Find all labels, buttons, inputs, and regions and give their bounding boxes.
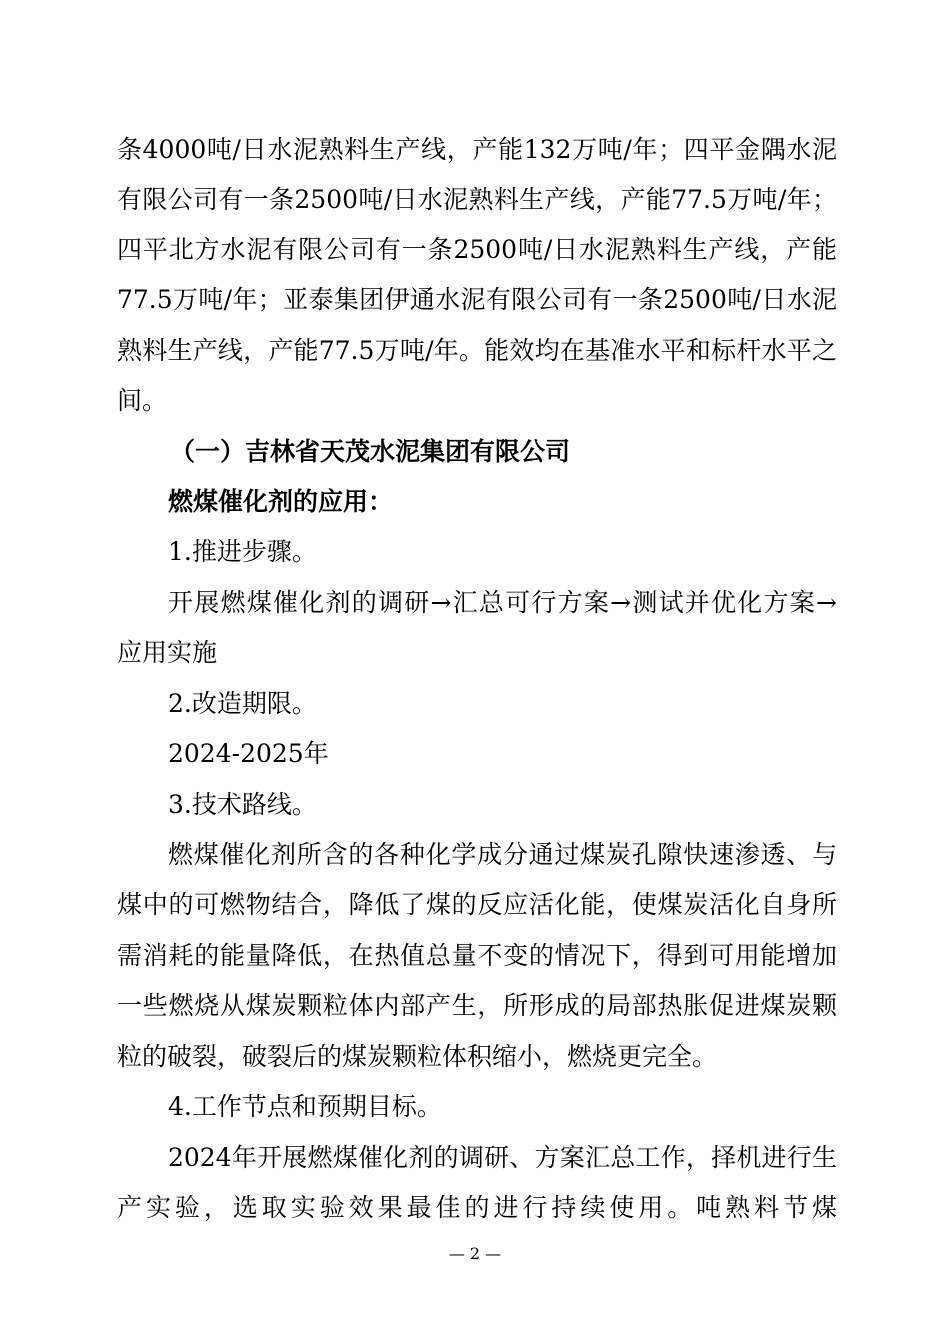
- paragraph-line: 四平北方水泥有限公司有一条2500吨/日水泥熟料生产线，产能: [117, 235, 837, 264]
- paragraph-line: 熟料生产线，产能77.5万吨/年。能效均在基准水平和标杆水平之: [117, 336, 837, 365]
- section-heading: 燃煤催化剂的应用：: [168, 487, 394, 516]
- step3-line: 粒的破裂，破裂后的煤炭颗粒体积缩小，燃烧更完全。: [117, 1042, 718, 1071]
- step3-line: 燃煤催化剂所含的各种化学成分通过煤炭孔隙快速渗透、与: [168, 840, 837, 869]
- step3-title: 3.技术路线。: [168, 790, 317, 819]
- page-number: — 2 —: [448, 1244, 502, 1263]
- step1-line: 应用实施: [117, 638, 218, 667]
- paragraph-line: 有限公司有一条2500吨/日水泥熟料生产线，产能77.5万吨/年；: [117, 185, 837, 214]
- step3-line: 需消耗的能量降低，在热值总量不变的情况下，得到可用能增加: [117, 941, 837, 970]
- company-heading: （一）吉林省天茂水泥集团有限公司: [170, 437, 571, 466]
- step1-title: 1.推进步骤。: [168, 537, 317, 566]
- step3-line: 煤中的可燃物结合，降低了煤的反应活化能，使煤炭活化自身所: [117, 890, 837, 919]
- paragraph-line: 77.5万吨/年；亚泰集团伊通水泥有限公司有一条2500吨/日水泥: [117, 285, 837, 314]
- step2-title: 2.改造期限。: [168, 689, 317, 718]
- paragraph-line: 条4000吨/日水泥熟料生产线，产能132万吨/年；四平金隅水泥: [117, 135, 837, 164]
- step1-line: 开展燃煤催化剂的调研→汇总可行方案→测试并优化方案→: [168, 588, 837, 617]
- step4-line: 产实验，选取实验效果最佳的进行持续使用。吨熟料节煤: [117, 1193, 837, 1222]
- step4-title: 4.工作节点和预期目标。: [168, 1092, 442, 1121]
- step2-value: 2024-2025年: [168, 739, 329, 768]
- step3-line: 一些燃烧从煤炭颗粒体内部产生，所形成的局部热胀促进煤炭颗: [117, 991, 837, 1020]
- step4-line: 2024年开展燃煤催化剂的调研、方案汇总工作，择机进行生: [168, 1143, 837, 1172]
- paragraph-line: 间。: [117, 386, 168, 415]
